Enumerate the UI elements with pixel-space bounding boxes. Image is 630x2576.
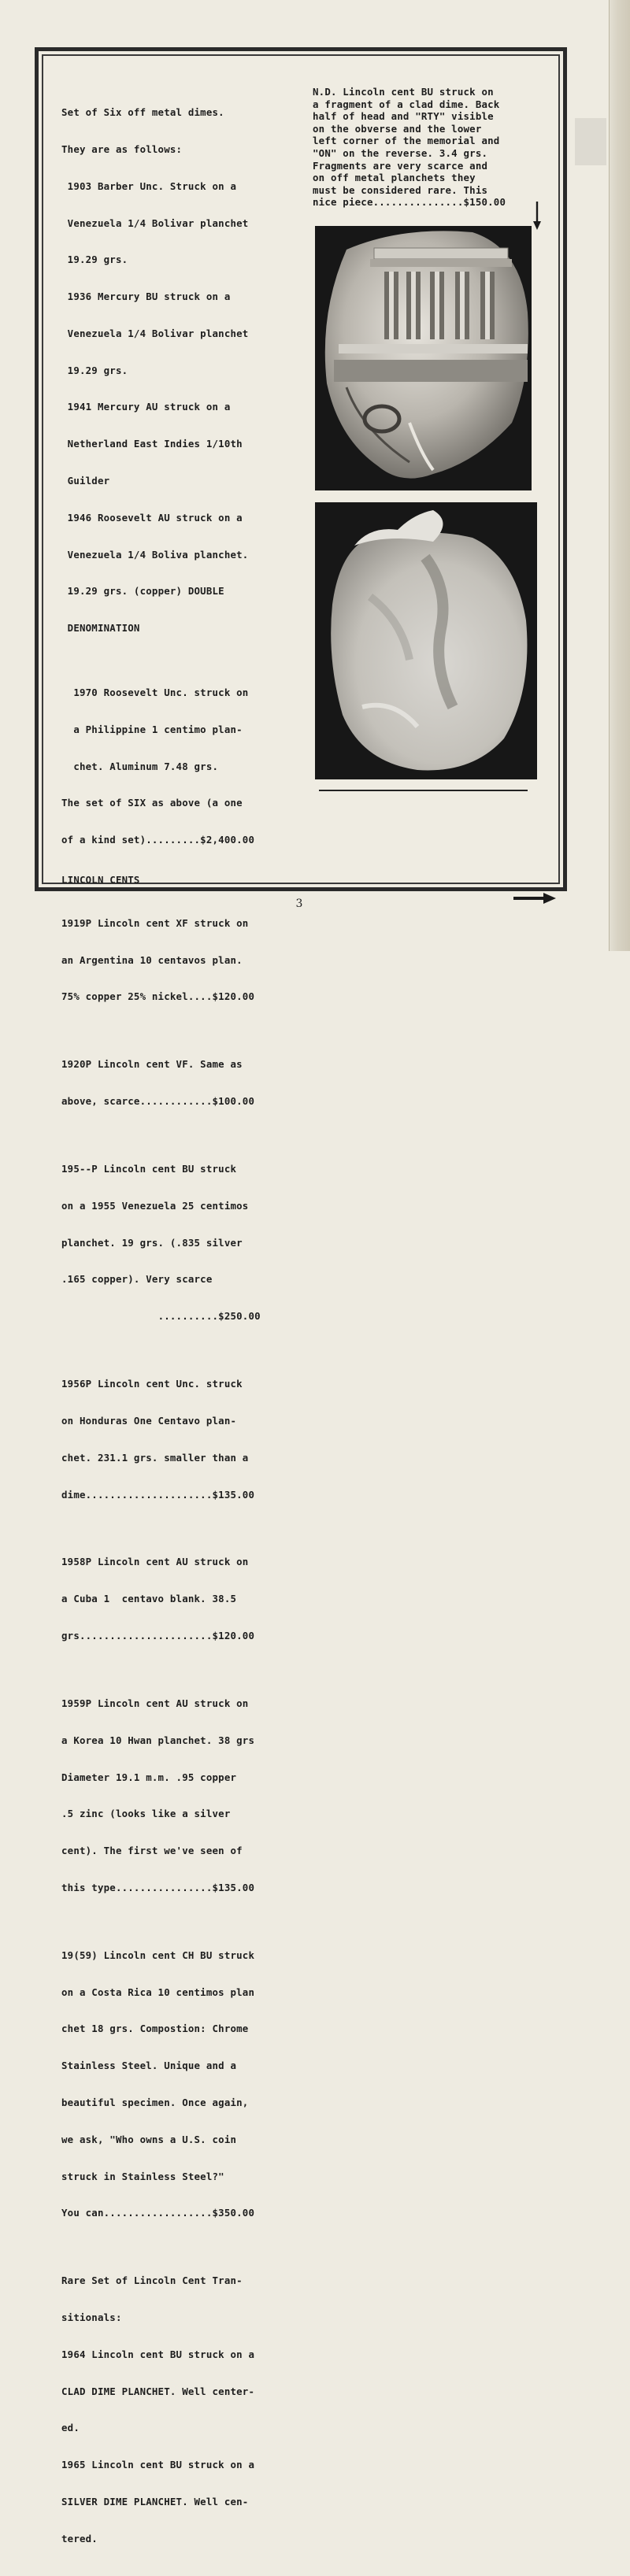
text-line: on a Costa Rica 10 centimos plan — [61, 1986, 255, 1998]
text-line: N.D. Lincoln cent BU struck on — [313, 86, 494, 98]
text-line: a Korea 10 Hwan planchet. 38 grs — [61, 1734, 255, 1746]
text-line: They are as follows: — [61, 142, 183, 155]
text-line: a Cuba 1 centavo blank. 38.5 — [61, 1593, 237, 1605]
text-line: must be considered rare. This — [313, 183, 488, 196]
arrow-right-icon — [513, 892, 556, 905]
text-line: of a kind set).........$2,400.00 — [61, 834, 255, 846]
text-line: You can..................$350.00 — [61, 2207, 255, 2219]
text-line: 1959P Lincoln cent AU struck on — [61, 1697, 249, 1709]
text-line: 1964 Lincoln cent BU struck on a — [61, 2348, 255, 2360]
listing-entry — [61, 1034, 290, 1132]
text-line: Venezuela 1/4 Bolivar planchet — [61, 217, 249, 229]
text-line: chet 18 grs. Compostion: Chrome — [61, 2023, 249, 2035]
text-line: 1903 Barber Unc. Struck on a — [61, 180, 237, 192]
text-line: nice piece...............$150.00 — [313, 196, 506, 209]
section-heading: LINCOLN CENTS — [61, 874, 140, 886]
text-line: beautiful specimen. Once again, — [61, 2097, 249, 2108]
text-line: 19.29 grs. — [61, 364, 128, 376]
text-line: an Argentina 10 centavos plan. — [61, 953, 243, 966]
right-column — [313, 86, 541, 209]
coin-fragment-obverse-photo — [315, 226, 532, 490]
text-line: planchet. 19 grs. (.835 silver — [61, 1236, 243, 1249]
coin-fragment-reverse-photo — [315, 502, 537, 779]
left-column — [61, 82, 290, 2576]
page-edge — [609, 0, 630, 951]
set-of-six-listing — [61, 82, 290, 659]
text-line: Stainless Steel. Unique and a — [61, 2060, 237, 2072]
text-line: a Philippine 1 centimo plan- — [61, 723, 243, 735]
text-line: struck in Stainless Steel?" — [61, 2170, 224, 2182]
text-line: 1919P Lincoln cent XF struck on — [61, 916, 249, 929]
listing-entry — [61, 1353, 290, 1525]
listing-entry — [61, 1531, 290, 1667]
text-line: Venezuela 1/4 Bolivar planchet — [61, 327, 249, 339]
text-line: SILVER DIME PLANCHET. Well cen- — [61, 2496, 249, 2508]
text-line: on a 1955 Venezuela 25 centimos — [61, 1199, 249, 1212]
listing-entry — [61, 1673, 290, 1919]
text-line: on Honduras One Centavo plan- — [61, 1414, 237, 1427]
text-line: .165 copper). Very scarce — [61, 1273, 213, 1286]
text-line: a fragment of a clad dime. Back — [313, 98, 500, 110]
text-line: sitionals: — [61, 2311, 122, 2324]
listing-entry — [61, 893, 290, 1028]
arrow-down-icon — [533, 202, 541, 230]
text-line: we ask, "Who owns a U.S. coin — [61, 2133, 237, 2145]
page-number: 3 — [295, 898, 303, 910]
column-divider-rule — [319, 790, 528, 791]
text-line: ..........$250.00 — [61, 1310, 261, 1323]
text-line: 1920P Lincoln cent VF. Same as — [61, 1058, 243, 1071]
text-line: "ON" on the reverse. 3.4 grs. — [313, 146, 488, 159]
text-line: 1970 Roosevelt Unc. struck on — [61, 687, 249, 699]
text-line: left corner of the memorial and — [313, 135, 500, 147]
text-line: dime.....................$135.00 — [61, 1488, 255, 1501]
text-line: tered. — [61, 2532, 98, 2545]
text-line: The set of SIX as above (a one — [61, 797, 243, 809]
text-line: grs......................$120.00 — [61, 1630, 255, 1642]
text-line: DENOMINATION — [61, 622, 140, 635]
text-line: 1958P Lincoln cent AU struck on — [61, 1556, 249, 1568]
set-of-six-listing-continued — [61, 662, 290, 871]
text-line: on off metal planchets they — [313, 172, 476, 184]
text-line: Diameter 19.1 m.m. .95 copper — [61, 1771, 237, 1783]
listing-entry — [61, 2250, 290, 2569]
text-line: this type................$135.00 — [61, 1881, 255, 1893]
text-line: 1965 Lincoln cent BU struck on a — [61, 2459, 255, 2471]
text-line: on the obverse and the lower — [313, 122, 482, 135]
bleed-through-shadow — [575, 118, 606, 165]
text-line: 1956P Lincoln cent Unc. struck — [61, 1378, 243, 1390]
text-line: ed. — [61, 2422, 80, 2434]
text-line: 1946 Roosevelt AU struck on a — [61, 511, 243, 524]
text-line: chet. Aluminum 7.48 grs. — [61, 760, 219, 772]
text-line: Rare Set of Lincoln Cent Tran- — [61, 2274, 243, 2287]
text-line: 1941 Mercury AU struck on a — [61, 401, 231, 413]
text-line: CLAD DIME PLANCHET. Well center- — [61, 2385, 255, 2397]
text-line: 195--P Lincoln cent BU struck — [61, 1163, 237, 1175]
text-line: Netherland East Indies 1/10th — [61, 438, 243, 450]
text-line: Guilder — [61, 475, 110, 487]
text-line: cent). The first we've seen of — [61, 1845, 243, 1857]
listing-entry — [61, 1138, 290, 1347]
text-line: 19(59) Lincoln cent CH BU struck — [61, 1949, 255, 1961]
text-line: 1936 Mercury BU struck on a — [61, 291, 231, 303]
text-line: 19.29 grs. (copper) DOUBLE — [61, 585, 224, 598]
listing-entry — [61, 1925, 290, 2244]
text-line: Set of Six off metal dimes. — [61, 106, 224, 119]
text-line: .5 zinc (looks like a silver — [61, 1808, 231, 1820]
text-line: chet. 231.1 grs. smaller than a — [61, 1451, 249, 1464]
text-line: 19.29 grs. — [61, 254, 128, 266]
text-line: above, scarce............$100.00 — [61, 1095, 255, 1108]
text-line: half of head and "RTY" visible — [313, 110, 494, 123]
text-line: 75% copper 25% nickel....$120.00 — [61, 990, 255, 1003]
text-line: Venezuela 1/4 Boliva planchet. — [61, 548, 249, 561]
text-line: Fragments are very scarce and — [313, 159, 488, 172]
